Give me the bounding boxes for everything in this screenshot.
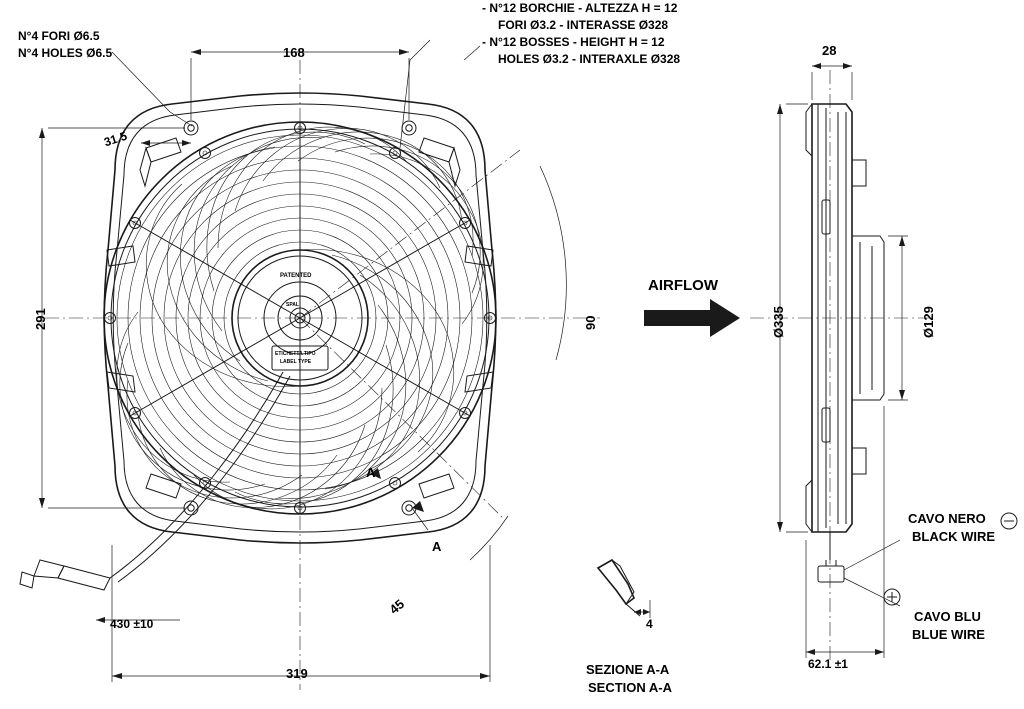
dimension-31-5: 31.5 [102, 128, 129, 150]
annotation-bosses-line3: - N°12 BOSSES - HEIGHT H = 12 [482, 35, 665, 49]
annotation-holes-top-left-en: N°4 HOLES Ø6.5 [18, 46, 113, 60]
black-wire-label-en: BLACK WIRE [912, 529, 996, 544]
section-letter-a-bottom: A [432, 539, 442, 554]
section-aa-detail [598, 560, 650, 618]
side-view-dimensions [777, 63, 1017, 658]
dimension-319: 319 [286, 666, 308, 681]
section-title-en: SECTION A-A [588, 680, 673, 695]
hub-label-type-en: LABEL TYPE [280, 359, 312, 365]
dimension-291: 291 [33, 308, 48, 330]
dimension-62-1: 62.1 ±1 [808, 657, 848, 671]
side-view [750, 70, 930, 660]
blue-wire-label-it: CAVO BLU [914, 609, 981, 624]
airflow-label: AIRFLOW [648, 277, 718, 294]
blue-wire-label-en: BLUE WIRE [912, 627, 985, 642]
dimension-diam-129: Ø129 [921, 306, 936, 338]
section-title-it: SEZIONE A-A [586, 662, 670, 677]
dimension-section-4: 4 [646, 617, 653, 631]
hub-label-type-it: ETICHETTA TIPO [275, 351, 316, 357]
annotation-holes-top-left-it: N°4 FORI Ø6.5 [18, 29, 100, 43]
dimension-430: 430 ±10 [110, 617, 154, 631]
annotation-bosses-line4: HOLES Ø3.2 - INTERAXLE Ø328 [498, 52, 681, 66]
section-letter-a-top: A [366, 465, 376, 480]
power-cable [20, 372, 290, 590]
dimension-angle-90: 90 [583, 315, 598, 330]
dimension-168: 168 [283, 45, 305, 60]
black-wire-label-it: CAVO NERO [908, 511, 986, 526]
dimension-diam-335: Ø335 [771, 306, 786, 338]
annotation-bosses-line1: - N°12 BORCHIE - ALTEZZA H = 12 [482, 1, 678, 15]
hub-patented-label: PATENTED [280, 273, 312, 279]
airflow-arrow [644, 299, 740, 337]
annotation-bosses-line2: FORI Ø3.2 - INTERASSE Ø328 [498, 18, 669, 32]
hub-brand-label: SPAL [286, 302, 299, 308]
dimension-angle-45: 45 [386, 596, 408, 618]
dimension-28: 28 [822, 43, 837, 58]
